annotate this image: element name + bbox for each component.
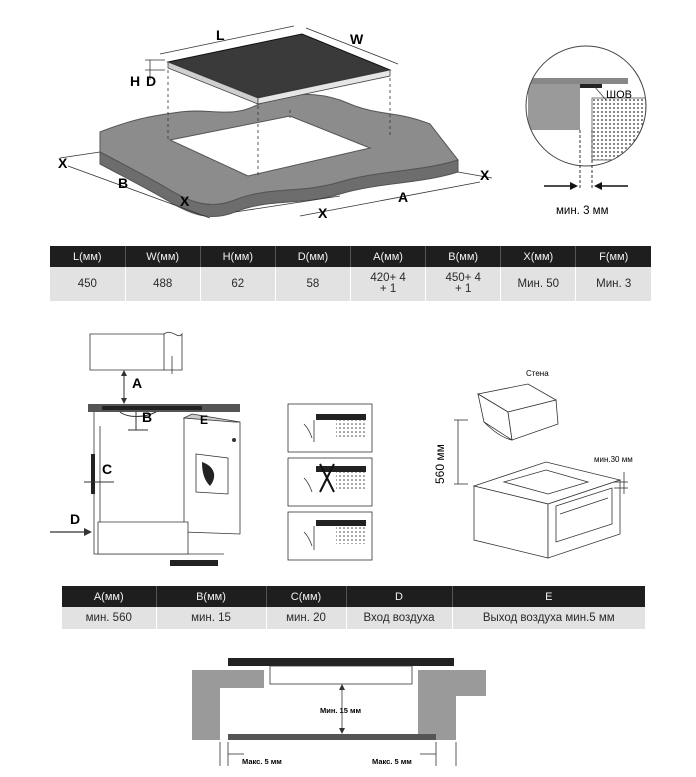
hob-glass-edge [528, 78, 628, 84]
table-cell: 62 [200, 267, 275, 301]
seam-detail-diagram [520, 38, 685, 223]
hob-dimensions-table [50, 246, 651, 301]
ventilation-detail-panels [286, 402, 376, 564]
height-label: 560 мм [433, 444, 447, 484]
dim-B-label: B [118, 175, 129, 191]
gap-min-label: мин. 3 мм [556, 205, 609, 217]
detail-panel-bottom [288, 512, 372, 560]
table-cell: 488 [125, 267, 200, 301]
hob-cutout-diagram [40, 20, 510, 230]
dim-A-label: A [398, 189, 409, 205]
table-cell: Выход воздуха мин.5 мм [452, 607, 645, 629]
label-A: A [132, 375, 143, 391]
dim-X-label-bottom-left: X [180, 193, 190, 209]
plinth [98, 522, 188, 554]
table-cell: 450+ 4 + 1 [426, 267, 501, 301]
table-cell: 450 [50, 267, 125, 301]
table-cell: 420+ 4 + 1 [351, 267, 426, 301]
table-header-cell: L(мм) [50, 246, 125, 267]
table-cell: Вход воздуха [346, 607, 452, 629]
wall-label: Стена [526, 369, 549, 378]
dim-W-label: W [350, 31, 364, 47]
oven-ventilation-diagram [44, 326, 254, 572]
oven-clearance-table [62, 586, 645, 629]
dim-H-label: H [130, 73, 141, 89]
gap-min-30-label: мин.30 мм [594, 455, 633, 464]
table-row [50, 267, 651, 301]
detail-panel-top [288, 404, 372, 452]
table-header-cell: E [452, 586, 645, 607]
dim-X-label-right: X [480, 167, 490, 183]
table-cell: 58 [275, 267, 350, 301]
table-header-row [50, 246, 651, 267]
table-row [62, 607, 645, 629]
table-header-cell: A(мм) [62, 586, 156, 607]
gap-arrows [544, 182, 628, 190]
table-header-cell: F(мм) [576, 246, 651, 267]
table-cell: мин. 560 [62, 607, 156, 629]
table-cell: мин. 20 [266, 607, 346, 629]
worktop-section [592, 98, 652, 160]
table-header-cell: B(мм) [156, 586, 266, 607]
table-cell: Мин. 3 [576, 267, 651, 301]
table-header-cell: B(мм) [426, 246, 501, 267]
dim-D-label: D [146, 73, 157, 89]
table-header-cell: W(мм) [125, 246, 200, 267]
detail-panel-middle [288, 458, 372, 506]
hob-body-section [528, 84, 580, 130]
dim-L-label: L [216, 27, 225, 43]
hob-body [270, 666, 412, 684]
label-D: D [70, 511, 81, 527]
table-cell: мин. 15 [156, 607, 266, 629]
label-E: E [200, 413, 209, 427]
dim-X-label-bottom: X [318, 205, 328, 221]
hob-top-plate [228, 658, 454, 666]
wall-cabinet [90, 334, 164, 370]
table-header-cell: H(мм) [200, 246, 275, 267]
cross-section-diagram [192, 654, 492, 772]
worktop-left [192, 670, 264, 740]
table-header-cell: C(мм) [266, 586, 346, 607]
shelf-panel [228, 734, 436, 740]
table-cell: Мин. 50 [501, 267, 576, 301]
hood-installation-diagram [428, 364, 668, 564]
seal-strip [580, 84, 602, 88]
cabinet-side-strip [91, 454, 95, 494]
table-header-cell: D [346, 586, 452, 607]
table-header-cell: D(мм) [275, 246, 350, 267]
seam-label: ШОВ [606, 89, 632, 101]
worktop-right [418, 670, 486, 740]
table-header-row [62, 586, 645, 607]
max-5-left-label: Макс. 5 мм [242, 757, 282, 766]
min-15-label: Мин. 15 мм [320, 706, 362, 715]
label-B: B [142, 409, 153, 425]
max-5-right-label: Макс. 5 мм [372, 757, 412, 766]
table-header-cell: A(мм) [351, 246, 426, 267]
dim-X-label-left: X [58, 155, 68, 171]
table-header-cell: X(мм) [501, 246, 576, 267]
label-C: C [102, 461, 113, 477]
